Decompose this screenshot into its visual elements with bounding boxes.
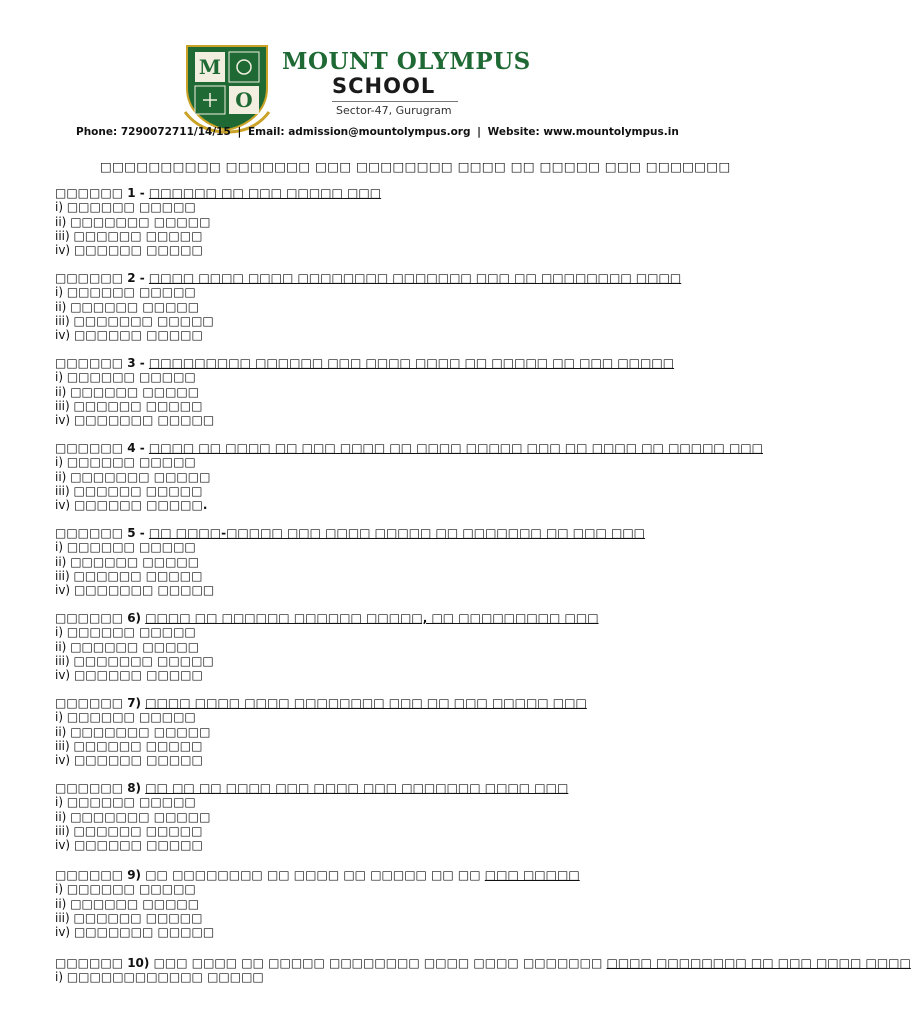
option-text: □□□□□□ □□□□□ bbox=[73, 483, 203, 498]
option-number: ii) bbox=[55, 299, 67, 314]
option-text: □□□□□□ □□□□□ bbox=[73, 753, 203, 768]
question-line bbox=[55, 441, 763, 455]
option-text: □□□□□□ □□□□□ bbox=[66, 370, 196, 385]
option-number: i) bbox=[55, 795, 64, 810]
answer-option bbox=[55, 668, 695, 682]
answer-option bbox=[55, 540, 695, 554]
option-text: □□□□□□□ □□□□□ bbox=[73, 583, 215, 598]
answer-option bbox=[55, 824, 695, 838]
option-number: iv) bbox=[55, 838, 71, 853]
answer-option bbox=[55, 625, 695, 639]
option-number: i) bbox=[55, 455, 64, 470]
wordmark-divider bbox=[332, 101, 458, 102]
option-text: □□□□□□ □□□□□ bbox=[70, 299, 200, 314]
option-text: □□□□□□□ □□□□□ bbox=[70, 724, 211, 739]
answer-option bbox=[55, 569, 695, 583]
option-text: □□□□□□ □□□□□ bbox=[73, 838, 203, 853]
question-text: □□□□ □□ □□□□ □□ □□□ □□□□ □□ □□□□ □□□□□ □□□ □□ □□□□ □□ □□□□□ □□□ bbox=[148, 441, 763, 455]
answer-option bbox=[55, 385, 695, 399]
answer-option bbox=[55, 229, 695, 243]
answer-option bbox=[55, 328, 695, 342]
question-line bbox=[55, 271, 695, 285]
option-text: □□□□□□ □□□□□. bbox=[73, 498, 208, 513]
option-number: ii) bbox=[55, 384, 67, 399]
question-block bbox=[55, 356, 695, 427]
question-label: □□□□□□ 10) □□□ □□□□ □□ □□□□□ □□□□□□□□ □□□□ □□□□ □□□□□□□ bbox=[55, 956, 603, 970]
option-text: □□□□□□□ □□□□□ bbox=[70, 809, 211, 824]
option-text: □□□□□□ □□□□□ bbox=[66, 795, 196, 810]
option-number: i) bbox=[55, 970, 64, 985]
contact-line bbox=[76, 126, 716, 138]
option-text: □□□□□□ □□□□□ bbox=[66, 455, 196, 470]
option-number: ii) bbox=[55, 554, 67, 569]
option-number: i) bbox=[55, 710, 64, 725]
school-location: Sector-47, Gurugram bbox=[336, 104, 452, 117]
answer-option bbox=[55, 640, 695, 654]
question-text: □□ □□□□-□□□□□ □□□ □□□□ □□□□□ □□ □□□□□□□ □□ □□□ □□□ bbox=[148, 526, 646, 540]
question-block bbox=[55, 956, 911, 985]
option-number: iii) bbox=[55, 738, 70, 753]
option-text: □□□□□□□ □□□□□ bbox=[70, 469, 211, 484]
option-number: iv) bbox=[55, 498, 71, 513]
answer-option bbox=[55, 285, 695, 299]
question-line bbox=[55, 186, 695, 200]
answer-option bbox=[55, 555, 695, 569]
question-label: □□□□□□ 4 - bbox=[55, 441, 145, 455]
question-label: □□□□□□ 6) bbox=[55, 611, 142, 625]
option-number: i) bbox=[55, 285, 64, 300]
option-text: □□□□□□□ □□□□□ bbox=[73, 313, 214, 328]
option-number: ii) bbox=[55, 724, 67, 739]
option-text: □□□□□□ □□□□□ bbox=[73, 823, 203, 838]
option-number: iii) bbox=[55, 653, 70, 668]
question-line bbox=[55, 868, 695, 882]
question-label: □□□□□□ 9) □□ □□□□□□□□ □□ □□□□ □□ □□□□□ □□ □□ bbox=[55, 868, 481, 882]
letterhead bbox=[0, 0, 768, 150]
answer-option bbox=[55, 484, 695, 498]
option-number: iv) bbox=[55, 668, 71, 683]
svg-text:O: O bbox=[235, 88, 253, 112]
answer-option bbox=[55, 583, 695, 597]
option-text: □□□□□□ □□□□□ bbox=[66, 285, 196, 300]
option-text: □□□□□□ □□□□□ bbox=[70, 554, 200, 569]
option-number: i) bbox=[55, 625, 64, 640]
option-number: iii) bbox=[55, 568, 70, 583]
option-text: □□□□□□ □□□□□ bbox=[70, 639, 200, 654]
option-text: □□□□□□ □□□□□ bbox=[70, 896, 200, 911]
answer-option bbox=[55, 739, 695, 753]
option-number: iii) bbox=[55, 228, 70, 243]
option-text: □□□□□□□ □□□□□ bbox=[73, 413, 215, 428]
answer-option bbox=[55, 498, 695, 512]
option-number: iv) bbox=[55, 413, 71, 428]
question-line bbox=[55, 956, 911, 970]
question-block bbox=[55, 186, 695, 257]
answer-option bbox=[55, 413, 695, 427]
option-text: □□□□□□ □□□□□ bbox=[73, 398, 203, 413]
option-text: □□□□□□□ □□□□□ bbox=[73, 925, 215, 940]
question-line bbox=[55, 696, 695, 710]
contact-website[interactable]: Website: www.mountolympus.in bbox=[487, 126, 679, 138]
question-block bbox=[55, 271, 695, 342]
question-text: □□□□ □□□□□□□□ □□ □□□ □□□□ □□□□ bbox=[606, 956, 911, 970]
option-text: □□□□□□ □□□□□ bbox=[73, 328, 203, 343]
option-number: ii) bbox=[55, 896, 67, 911]
option-number: iv) bbox=[55, 328, 71, 343]
contact-separator: | bbox=[237, 126, 242, 138]
question-text: □□□□□□ □□ □□□ □□□□□ □□□ bbox=[148, 186, 382, 200]
answer-option bbox=[55, 838, 695, 852]
answer-option bbox=[55, 300, 695, 314]
contact-separator: | bbox=[477, 126, 481, 138]
option-text: □□□□□□□ □□□□□ bbox=[70, 214, 211, 229]
option-text: □□□□□□ □□□□□ bbox=[66, 540, 196, 555]
question-block bbox=[55, 868, 695, 939]
contact-phone: Phone: 7290072711/14/15 bbox=[76, 126, 231, 138]
question-text: □□ □□ □□ □□□□ □□□ □□□□ □□□ □□□□□□□ □□□□ □□□ bbox=[145, 781, 569, 795]
option-number: i) bbox=[55, 882, 64, 897]
svg-text:M: M bbox=[198, 55, 222, 79]
option-number: ii) bbox=[55, 469, 67, 484]
worksheet-heading: □□□□□□□□□□ □□□□□□□ □□□ □□□□□□□□ □□□□ □□ □□□□□ □□□ □□□□□□□ bbox=[100, 159, 731, 174]
question-text: □□□□ □□□□ □□□□ □□□□□□□□ □□□ □□ □□□ □□□□□ □□□ bbox=[145, 696, 587, 710]
answer-option bbox=[55, 911, 695, 925]
answer-option bbox=[55, 314, 695, 328]
option-number: iii) bbox=[55, 483, 70, 498]
question-label: □□□□□□ 7) bbox=[55, 696, 142, 710]
answer-option bbox=[55, 925, 695, 939]
contact-email[interactable]: Email: admission@mountolympus.org bbox=[247, 126, 471, 138]
school-name-line1: MOUNT OLYMPUS bbox=[282, 48, 531, 75]
answer-option bbox=[55, 753, 695, 767]
question-label: □□□□□□ 2 - bbox=[55, 271, 145, 285]
question-block bbox=[55, 526, 695, 597]
option-text: □□□□□□ □□□□□ bbox=[73, 568, 203, 583]
option-text: □□□□□□ □□□□□ bbox=[66, 200, 196, 215]
question-label: □□□□□□ 8) bbox=[55, 781, 142, 795]
option-number: ii) bbox=[55, 809, 67, 824]
school-name-line2: SCHOOL bbox=[332, 74, 436, 98]
answer-option bbox=[55, 654, 695, 668]
answer-option bbox=[55, 710, 695, 724]
option-text: □□□□□□ □□□□□ bbox=[73, 668, 203, 683]
answer-option bbox=[55, 200, 695, 214]
option-text: □□□□□□ □□□□□ bbox=[66, 710, 196, 725]
question-block bbox=[55, 611, 695, 682]
question-text: □□□ □□□□□ bbox=[484, 868, 580, 882]
option-number: i) bbox=[55, 370, 64, 385]
question-block bbox=[55, 696, 695, 767]
answer-option bbox=[55, 215, 695, 229]
answer-option bbox=[55, 970, 695, 984]
question-block bbox=[55, 441, 763, 513]
question-block bbox=[55, 781, 695, 852]
option-number: iv) bbox=[55, 925, 71, 940]
question-line bbox=[55, 611, 695, 625]
question-text: □□□□ □□□□ □□□□ □□□□□□□□ □□□□□□□ □□□ □□ □□□□□□□□ □□□□ bbox=[148, 271, 682, 285]
answer-option bbox=[55, 725, 695, 739]
question-line bbox=[55, 781, 695, 795]
question-line bbox=[55, 356, 695, 370]
option-number: iii) bbox=[55, 823, 70, 838]
option-text: □□□□□□ □□□□□ bbox=[73, 228, 203, 243]
answer-option bbox=[55, 795, 695, 809]
question-line bbox=[55, 526, 695, 540]
answer-option bbox=[55, 882, 695, 896]
answer-option bbox=[55, 399, 695, 413]
option-number: iii) bbox=[55, 398, 70, 413]
answer-option bbox=[55, 810, 695, 824]
question-label: □□□□□□ 1 - bbox=[55, 186, 145, 200]
option-number: ii) bbox=[55, 214, 67, 229]
option-text: □□□□□□ □□□□□ bbox=[70, 384, 200, 399]
option-text: □□□□□□ □□□□□ bbox=[73, 910, 203, 925]
option-number: iv) bbox=[55, 753, 71, 768]
question-label: □□□□□□ 3 - bbox=[55, 356, 145, 370]
option-number: i) bbox=[55, 200, 64, 215]
answer-option bbox=[55, 470, 695, 484]
option-number: iv) bbox=[55, 583, 71, 598]
question-label: □□□□□□ 5 - bbox=[55, 526, 145, 540]
answer-option bbox=[55, 370, 695, 384]
option-text: □□□□□□□ □□□□□ bbox=[73, 653, 214, 668]
option-number: i) bbox=[55, 540, 64, 555]
option-text: □□□□□□□□□□□□ □□□□□ bbox=[66, 970, 264, 985]
answer-option bbox=[55, 455, 695, 469]
option-text: □□□□□□ □□□□□ bbox=[66, 882, 196, 897]
answer-option bbox=[55, 897, 695, 911]
option-number: iv) bbox=[55, 243, 71, 258]
option-text: □□□□□□ □□□□□ bbox=[73, 738, 203, 753]
question-text: □□□□□□□□□ □□□□□□ □□□ □□□□ □□□□ □□ □□□□□ □□ □□□ □□□□□ bbox=[148, 356, 675, 370]
option-number: ii) bbox=[55, 639, 67, 654]
option-number: iii) bbox=[55, 313, 70, 328]
school-crest-logo bbox=[183, 40, 271, 132]
school-wordmark bbox=[282, 48, 531, 118]
option-number: iii) bbox=[55, 910, 70, 925]
option-text: □□□□□□ □□□□□ bbox=[73, 243, 203, 258]
question-text: □□□□ □□ □□□□□□ □□□□□□ □□□□□, □□ □□□□□□□□□ □□□ bbox=[145, 611, 599, 625]
answer-option bbox=[55, 243, 695, 257]
option-text: □□□□□□ □□□□□ bbox=[66, 625, 196, 640]
